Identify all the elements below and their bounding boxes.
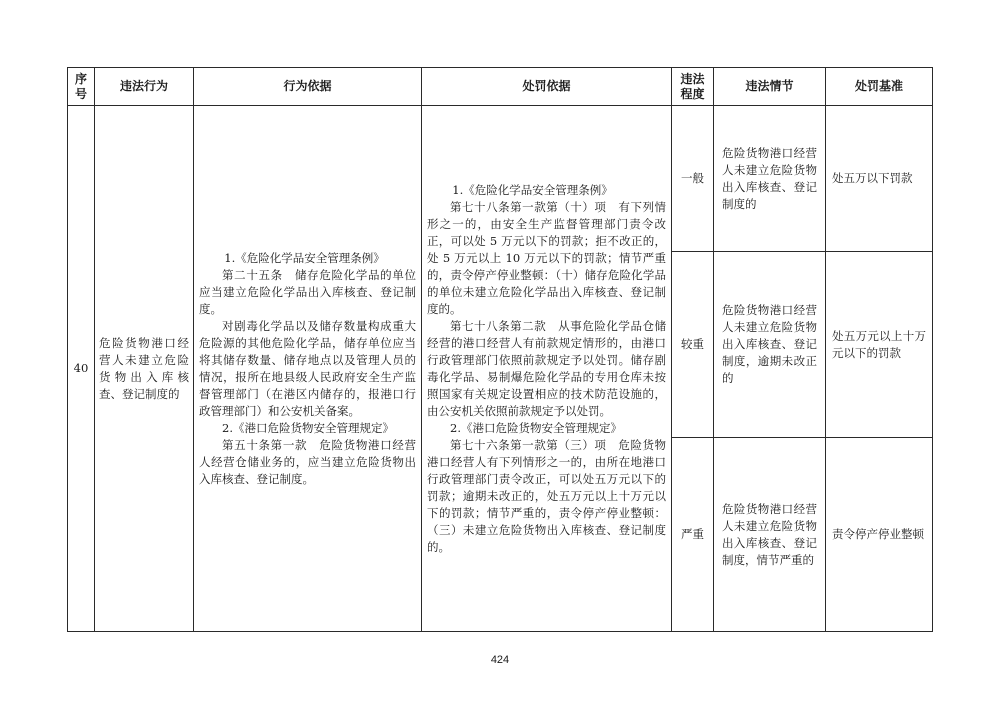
basis-heading-1: 1.《危险化学品安全管理条例》: [224, 250, 385, 265]
table-header-row: [68, 68, 933, 106]
circumstance-severe: 危险货物港口经营人未建立危险货物出入库核查、登记制度，情节严重的: [714, 438, 826, 632]
table-row: [68, 106, 933, 252]
circumstance-general: 危险货物港口经营人未建立危险货物出入库核查、登记制度的: [714, 106, 826, 252]
header-penalty-standard: 处罚基准: [826, 68, 933, 106]
header-severity: 违法程度: [672, 68, 714, 106]
penalty-paragraph: 第七十八条第二款 从事危险化学品仓储经营的港口经营人有前款规定情形的，由港口行政管理部门依照前款规定予以处罚。储存剧毒化学品、易制爆危险化学品的专用仓库未按照国家有关规定设置相应的技术防范设施的，由公安机关依照前款规定予以处罚。: [427, 318, 666, 418]
row-number: 40: [68, 106, 95, 632]
standard-serious: 处五万元以上十万元以下的罚款: [826, 252, 933, 438]
basis-paragraph: 第五十条第一款 危险货物港口经营人经营仓储业务的，应当建立危险货物出入库核查、登记制度。: [199, 437, 416, 486]
penalty-heading-1: 1.《危险化学品安全管理条例》: [452, 182, 613, 197]
page-number: 424: [490, 654, 510, 666]
standard-severe: 责令停产停业整顿: [826, 438, 933, 632]
header-no: 序号: [68, 68, 95, 106]
header-conduct-basis: 行为依据: [194, 68, 422, 106]
circumstance-serious: 危险货物港口经营人未建立危险货物出入库核查、登记制度，逾期未改正的: [714, 252, 826, 438]
basis-paragraph: 第二十五条 储存危险化学品的单位应当建立危险化学品出入库核查、登记制度。: [199, 267, 416, 316]
conduct-basis-cell: [194, 106, 422, 632]
basis-heading-2: 2.《港口危险货物安全管理规定》: [222, 420, 394, 435]
penalty-basis-cell: [422, 106, 672, 632]
header-violation: 违法行为: [95, 68, 194, 106]
penalty-paragraph: 第七十八条第一款第（十）项 有下列情形之一的，由安全生产监督管理部门责令改正，可以处 5 万元以下的罚款；拒不改正的，处 5 万元以上 10 万元以下的罚款；情节严重的，责令停产停业整顿：（十）储存危险化学品的单位未建立危险化学品出入库核查、登记制度的。: [427, 199, 666, 316]
severity-severe: 严重: [672, 438, 714, 632]
severity-serious: 较重: [672, 252, 714, 438]
header-circumstance: 违法情节: [714, 68, 826, 106]
severity-general: 一般: [672, 106, 714, 252]
basis-paragraph: 对剧毒化学品以及储存数量构成重大危险源的其他危险化学品，储存单位应当将其储存数量、储存地点以及管理人员的情况，报所在地县级人民政府安全生产监督管理部门（在港区内储存的，报港口行政管理部门）和公安机关备案。: [199, 318, 416, 418]
header-penalty-basis: 处罚依据: [422, 68, 672, 106]
violation-cell: 危险货物港口经营人未建立危险货物出入库核查、登记制度的: [95, 106, 194, 632]
penalty-standard-table: [67, 67, 933, 632]
standard-general: 处五万以下罚款: [826, 106, 933, 252]
penalty-heading-2: 2.《港口危险货物安全管理规定》: [450, 420, 622, 435]
penalty-paragraph: 第七十六条第一款第（三）项 危险货物港口经营人有下列情形之一的，由所在地港口行政管理部门责令改正，可以处五万元以下的罚款；逾期未改正的，处五万元以上十万元以下的罚款；情节严重的，责令停产停业整顿：（三）未建立危险货物出入库核查、登记制度的。: [427, 437, 666, 554]
